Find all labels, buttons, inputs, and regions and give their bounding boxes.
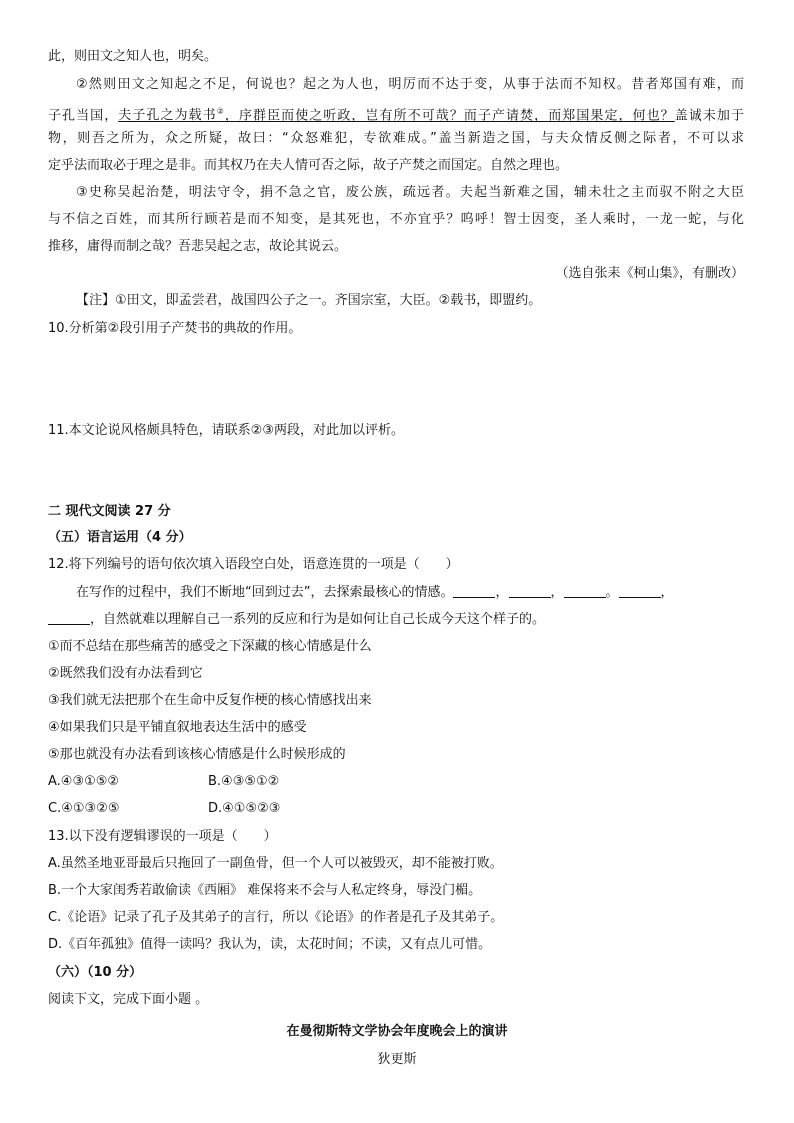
q12-item-1: ①而不总结在那些痛苦的感受之下深藏的核心情感是什么 (48, 639, 372, 654)
question-12-passage-line1: 在写作的过程中，我们不断地“回到过去”，去探索最核心的情感。 ， ， 。 ， (76, 585, 674, 600)
subsection-5-title: （五）语言运用（4 分） (48, 530, 192, 545)
article-title: 在曼彻斯特文学协会年度晚会上的演讲 (286, 1024, 508, 1039)
question-12-passage-line2 (48, 611, 744, 629)
q12-options-row1 (48, 773, 744, 791)
question-13-stem: 13.以下没有逻辑谬误的一项是（ ） (48, 829, 277, 844)
annotation-note: 【注】①田文，即孟尝君，战国四公子之一。齐国宗室，大臣。②载书，即盟约。 (76, 293, 542, 308)
footnote-mark-2: ② (216, 107, 225, 116)
para2-line1: ②然则田文之知起之不足，何说也？起之为人也，明厉而不达于变，从事于法而不知权。昔者郑国有难，而 (76, 77, 744, 92)
para2-line2-post: 盖诚未加于 (674, 108, 744, 124)
question-12-stem: 12.将下列编号的语句依次填入语段空白处，语意连贯的一项是（ ） (48, 557, 459, 572)
underlined-phrase-2: 序群臣而使之听政，岂有所不可哉？而子产请焚，而郑国果定，何也？ (238, 108, 675, 124)
fill-blank-5 (48, 611, 90, 625)
question-11: 11.本文论说风格颇具特色，请联系②③两段，对此加以评析。 (48, 423, 404, 438)
q13-option-d[interactable]: D.《百年孤独》值得一读吗？我认为，读，太花时间；不读，又有点儿可惜。 (48, 937, 492, 952)
passage-text-2: ，自然就难以理解自己一系列的反应和行为是如何让自己长成今天这个样子的。 (90, 612, 546, 627)
q12-item-4: ④如果我们只是平铺直叙地表达生活中的感受 (48, 720, 307, 735)
underlined-phrase-1: 夫子孔之为载书② (118, 107, 225, 124)
underlined-comma: ， (224, 108, 239, 124)
q13-option-b[interactable]: B.一个大家闺秀若敢偷读《西厢》 难保将来不会与人私定终身，辱没门楣。 (48, 883, 482, 898)
para3-line1: ③史称吴起治楚，明法守令，捐不急之官，废公族，疏远者。夫起当新难之国，辅未壮之主而驭不附之大臣 (76, 185, 744, 200)
article-author: 狄更斯 (377, 1052, 417, 1067)
q12-option-b[interactable]: B.④③⑤①② (208, 774, 280, 789)
reading-intro: 阅读下文，完成下面小题 。 (48, 992, 209, 1007)
para2-line2 (48, 103, 744, 125)
subsection-6-title: （六）（10 分） (48, 965, 143, 980)
question-10: 10.分析第②段引用子产焚书的典故的作用。 (48, 321, 302, 336)
q12-options-row2 (48, 800, 744, 818)
q13-option-c[interactable]: C.《论语》记录了孔子及其弟子的言行，所以《论语》的作者是孔子及其弟子。 (48, 910, 504, 925)
q12-item-5: ⑤那也就没有办法看到该核心情感是什么时候形成的 (48, 747, 346, 762)
q12-option-a[interactable]: A.④③①⑤② (48, 774, 120, 789)
passage-text: 在写作的过程中，我们不断地“回到过去”，去探索最核心的情感。 (76, 585, 454, 600)
q13-option-a[interactable]: A.虽然圣地亚哥最后只拖回了一副鱼骨，但一个人可以被毁灭，却不能被打败。 (48, 856, 503, 871)
fill-blank-1 (453, 584, 495, 598)
fill-blank-3 (564, 584, 606, 598)
para2-line4: 定乎法而取必于理之是非。而其权乃在夫人情可否之际，故子产焚之而国定。自然之理也。 (48, 158, 569, 173)
para2-line3: 物，则吾之所为，众之所疑，故曰：“众怒难犯，专欲难成。”盖当新造之国，与夫众情反侧之际者，不可以求 (48, 131, 744, 146)
fill-blank-2 (509, 584, 551, 598)
para3-line2: 与不信之百姓，而其所行顾若是而不知变，是其死也，不亦宜乎？呜呼！智士因变，圣人乘时，一龙一蛇，与化 (48, 212, 744, 227)
para3-line3: 推移，庸得而制之哉？吾悲吴起之志，故论其说云。 (48, 239, 348, 254)
para2-line2-pre: 子孔当国， (48, 108, 119, 124)
source-citation: （选自张耒《柯山集》，有删改） (555, 266, 744, 281)
q12-option-c[interactable]: C.④①③②⑤ (48, 801, 120, 816)
q12-item-2: ②既然我们没有办法看到它 (48, 666, 203, 681)
q12-item-3: ③我们就无法把那个在生命中反复作梗的核心情感找出来 (48, 693, 372, 708)
fill-blank-4 (619, 584, 661, 598)
q12-option-d[interactable]: D.④①⑤②③ (208, 801, 281, 816)
section-2-title: 二 现代文阅读 27 分 (48, 504, 171, 519)
para1-tail: 此，则田文之知人也，明矣。 (48, 49, 218, 64)
